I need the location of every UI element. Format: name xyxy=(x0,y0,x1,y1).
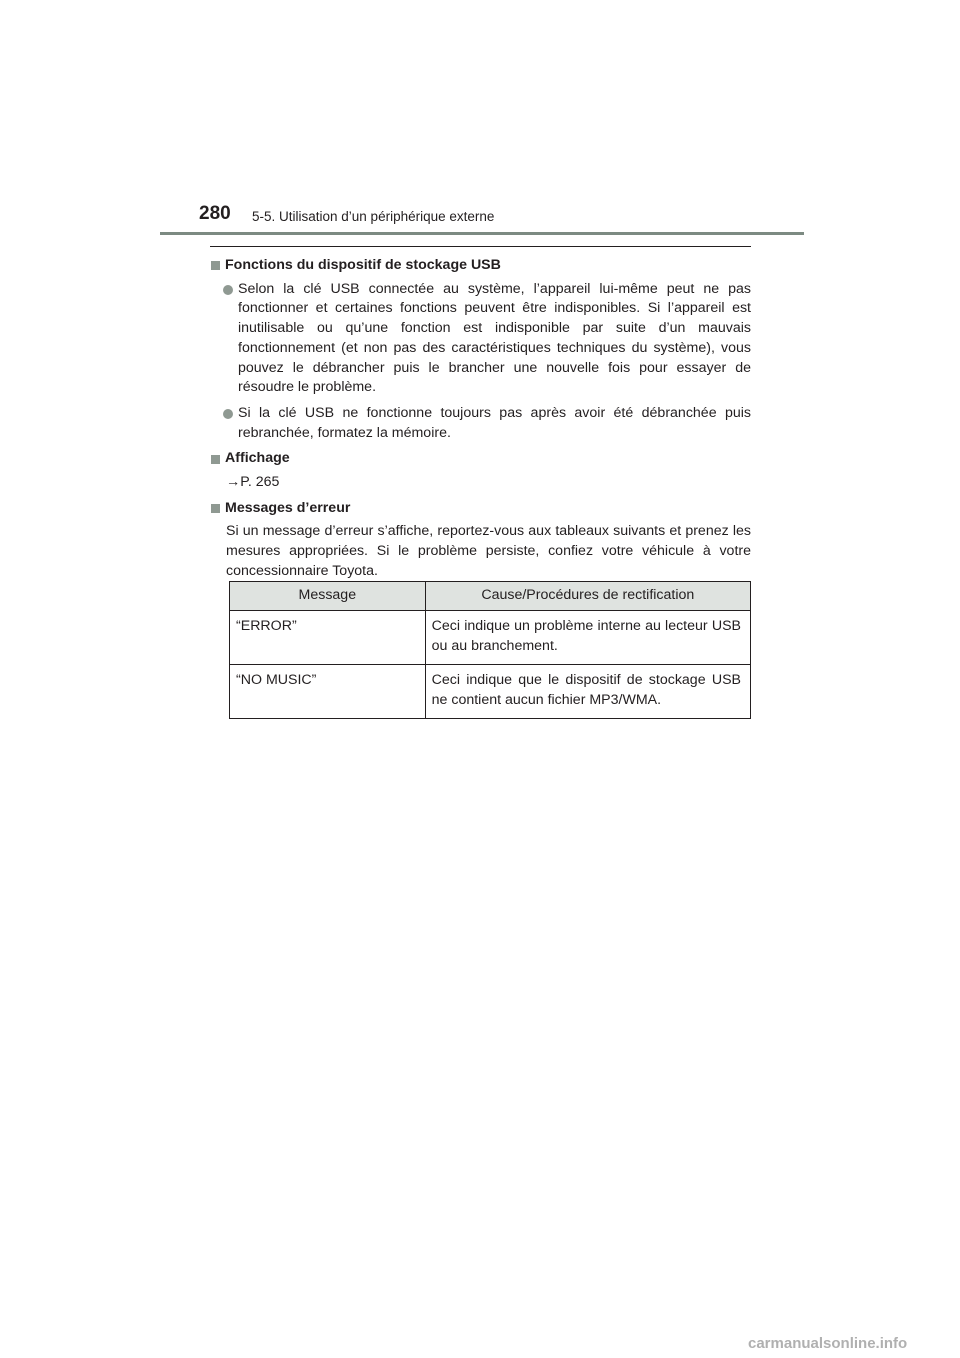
table-row xyxy=(230,665,751,719)
message-cell: “ERROR” xyxy=(230,611,426,665)
heading-text: Messages d’erreur xyxy=(225,499,351,516)
page-reference: →P. 265 xyxy=(226,474,280,491)
cause-cell: Ceci indique que le dispositif de stockage USB ne contient aucun fichier MP3/WMA. xyxy=(425,665,750,719)
watermark: carmanualsonline.info xyxy=(748,1335,908,1352)
heading-usb-functions xyxy=(211,256,751,276)
table-header-row xyxy=(230,582,751,611)
error-table xyxy=(229,581,751,719)
page-content xyxy=(211,256,751,582)
column-header-message: Message xyxy=(230,582,426,611)
page-number: 280 xyxy=(199,203,231,224)
bullet-text: Selon la clé USB connectée au système, l’appareil lui-même peut ne pas fonctionner et certaines fonctions peuvent être indisponibles. Si l’appareil est inutilisable ou qu’une fonction est indisponible par suite d’un mauvais fonctionnement (et non pas des caractéristiques techniques du système), vous pouvez le débrancher puis le brancher une nouvelle fois pour essayer de résoudre le problème. xyxy=(238,280,751,396)
bullet-item xyxy=(223,280,751,398)
circle-bullet-icon xyxy=(223,409,233,419)
circle-bullet-icon xyxy=(223,285,233,295)
message-cell: “NO MUSIC” xyxy=(230,665,426,719)
heading-display xyxy=(211,449,751,469)
sub-rule xyxy=(210,246,751,247)
square-bullet-icon xyxy=(211,261,220,270)
bullet-item xyxy=(223,404,751,443)
column-header-cause: Cause/Procédures de rectification xyxy=(425,582,750,611)
table-row xyxy=(230,611,751,665)
cause-cell: Ceci indique un problème interne au lecteur USB ou au branchement. xyxy=(425,611,750,665)
heading-text: Fonctions du dispositif de stockage USB xyxy=(225,257,501,273)
heading-error-messages xyxy=(211,499,751,519)
square-bullet-icon xyxy=(211,504,220,513)
section-title: 5-5. Utilisation d’un périphérique externe xyxy=(252,209,495,224)
bullet-text: Si la clé USB ne fonctionne toujours pas après avoir été débranchée puis rebranchée, formatez la mémoire. xyxy=(238,404,751,441)
square-bullet-icon xyxy=(211,455,220,464)
error-intro-text: Si un message d’erreur s’affiche, reportez-vous aux tableaux suivants et prenez les mesures appropriées. Si le problème persiste, confiez votre véhicule à votre concessionnaire Toyota. xyxy=(226,523,751,579)
heading-text: Affichage xyxy=(225,450,290,467)
header-rule xyxy=(160,232,804,235)
